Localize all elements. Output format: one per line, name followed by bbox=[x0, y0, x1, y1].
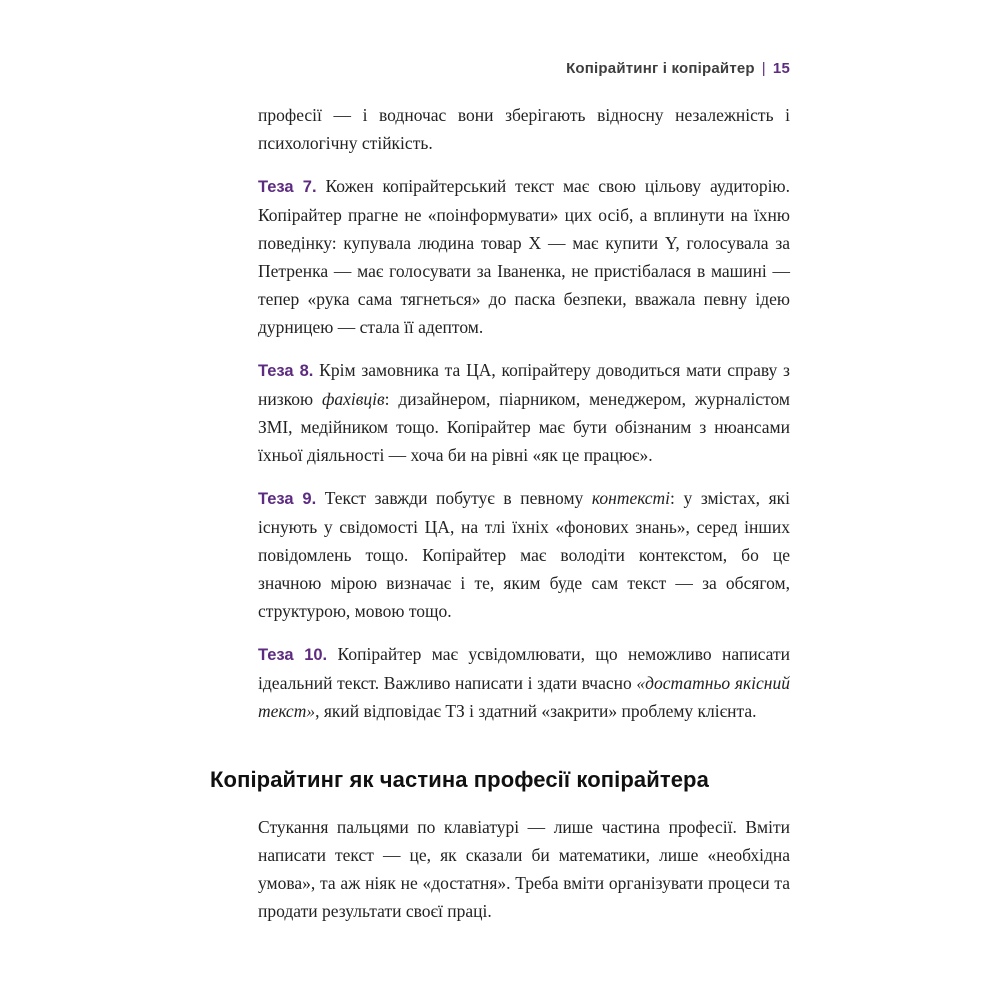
running-title: Копірайтинг і копірайтер bbox=[566, 60, 755, 77]
thesis-label: Теза 7. bbox=[258, 178, 317, 196]
text-segment: професії — і водночас вони зберігають відносну незалежність і психологічну стійкість. bbox=[258, 105, 790, 153]
text-segment: : дизайнером, піарником, менеджером, журналістом ЗМІ, медійником тощо. Копірайтер має бути обізнаним з нюансами їхньої діяльності — хоча би на рівні «як це працює». bbox=[258, 389, 790, 465]
text-segment: : у змістах, які існують у свідомості ЦА, на тлі їхніх «фонових знань», серед інших повідомлень тощо. Копірайтер має володіти контекстом, бо це значною мірою визначає і те, яким буде сам текст — за обсягом, структурою, мовою тощо. bbox=[258, 488, 790, 621]
paragraph bbox=[258, 640, 790, 725]
paragraph bbox=[258, 172, 790, 341]
text-segment: Кожен копірайтерський текст має свою цільову аудиторію. Копірайтер прагне не «поінформувати» цих осіб, а вплинути на їхню поведінку: купувала людина товар X — має купити Y, голосувала за Петренка — має голосувати за Іваненка, не пристібалася в машині — тепер «рука сама тягнеться» до паска безпеки, вважала певну ідею дурницею — стала її адептом. bbox=[258, 176, 790, 337]
text-segment: «достатньо якісний текст» bbox=[258, 673, 790, 721]
text-segment: Стукання пальцями по клавіатурі — лише частина професії. Вміти написати текст — це, як сказали би математики, лише «необхідна умова», та аж ніяк не «достатня». Треба вміти організувати процеси та продати результати своєї праці. bbox=[258, 817, 790, 921]
text-segment: контексті bbox=[591, 488, 671, 508]
paragraph bbox=[258, 813, 790, 925]
section-heading: Копірайтинг як частина професії копірайтера bbox=[210, 767, 709, 792]
text-segment: Крім замовника та ЦА, копірайтеру доводиться мати справу з низкою bbox=[258, 360, 790, 409]
paragraph bbox=[258, 101, 790, 157]
thesis-label: Теза 8. bbox=[258, 362, 314, 380]
text-segment: , який відповідає ТЗ і здатний «закрити» проблему клієнта. bbox=[315, 701, 757, 721]
page-body bbox=[210, 101, 790, 925]
thesis-label: Теза 10. bbox=[258, 646, 328, 664]
header-divider: | bbox=[761, 60, 766, 77]
paragraph bbox=[258, 484, 790, 625]
text-segment: фахівців bbox=[321, 389, 385, 409]
thesis-label: Теза 9. bbox=[258, 490, 317, 508]
paragraph bbox=[258, 356, 790, 469]
text-segment: Копірайтер має усвідомлювати, що неможливо написати ідеальний текст. Важливо написати і здати вчасно bbox=[258, 644, 790, 693]
page-number: 15 bbox=[772, 60, 790, 77]
running-header bbox=[210, 60, 790, 77]
text-segment: Текст завжди побутує в певному bbox=[316, 488, 592, 508]
